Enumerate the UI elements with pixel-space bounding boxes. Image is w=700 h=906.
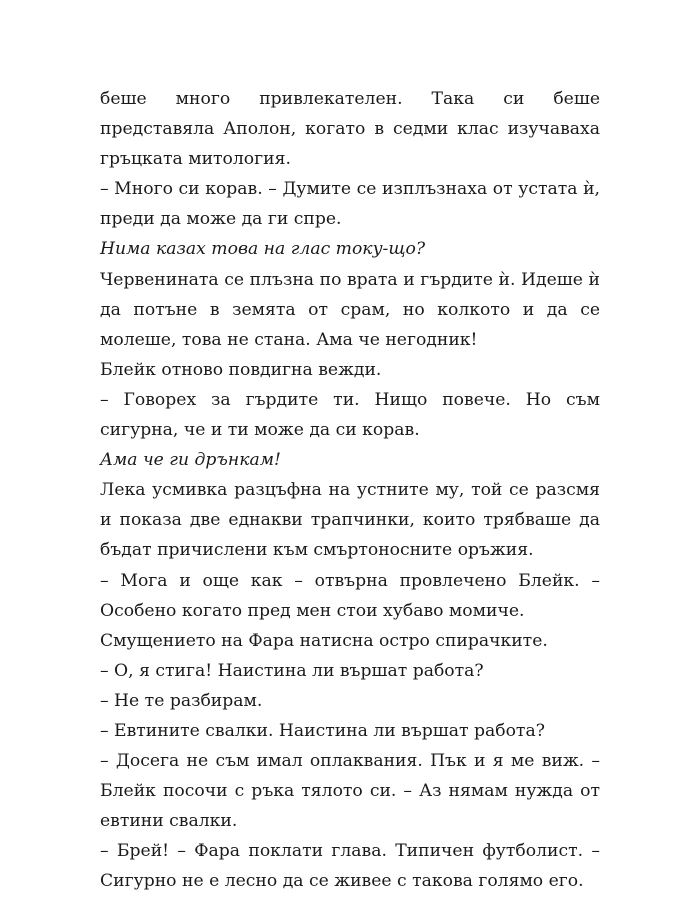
paragraph-6: – Говорех за гърдите ти. Нищо повече. Но съм сигурна, че и ти може да си корав. (100, 389, 600, 441)
paragraph-2: – Много си корав. – Думите се изплъзнаха от устата ѝ, преди да може да ги спре. (100, 179, 600, 230)
paragraph-4: Червенината се плъзна по врата и гърдите ѝ. Идеше ѝ да потъне в земята от срам, но колкото и да се молеше, това не стана. Ама че негодник! (100, 269, 600, 350)
paragraph-14: – Досега не съм имал оплаквания. Пък и я ме виж. – Блейк посочи с ръка тялото си. – Аз нямам нужда от евтини свалки. (100, 751, 600, 832)
paragraph-10: Смущението на Фара натисна остро спирачките. (100, 630, 548, 651)
paragraph-5: Блейк отново повдигна вежди. (100, 359, 382, 380)
paragraph-9: – Мога и още как – отвърна провлечено Блейк. – Особено когато пред мен стои хубаво момиче. (100, 570, 600, 621)
paragraph-3-italic-thought: Нима казах това на глас току-що? (100, 239, 426, 260)
paragraph-1: беше много привлекателен. Така си беше представяла Аполон, когато в седми клас изучаваха гръцката митология. (100, 89, 600, 170)
paragraph-11: – О, я стига! Наистина ли вършат работа? (100, 660, 484, 681)
paragraph-8: Лека усмивка разцъфна на устните му, той се разсмя и показа две еднакви трапчинки, които трябваше да бъдат причислени към смъртоносните оръжия. (100, 480, 600, 561)
paragraph-13: – Евтините свалки. Наистина ли вършат работа? (100, 720, 545, 741)
paragraph-15: – Брей! – Фара поклати глава. Типичен футболист. – Сигурно не е лесно да се живее с такова голямо его. (100, 841, 600, 892)
book-page-text (100, 84, 600, 897)
paragraph-7-italic-thought: Ама че ги дрънкам! (100, 450, 281, 471)
paragraph-12: – Не те разбирам. (100, 690, 263, 711)
